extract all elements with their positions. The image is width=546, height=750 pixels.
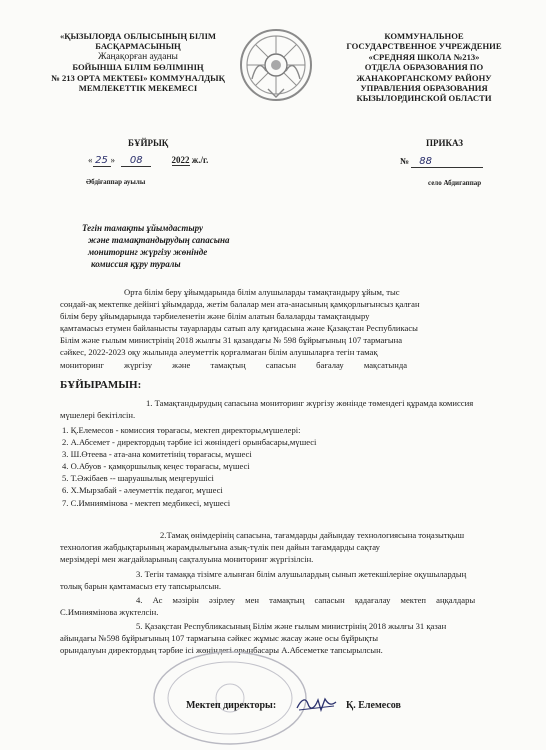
list-item: 2. А.Абсемет - директордың тәрбие ісі жөніндегі орынбасары,мүшесі: [62, 437, 317, 448]
item-4: [60, 594, 546, 618]
preamble-line: сәйкес, 2022-2023 оқу жылында әлеуметтік қорғалмаған білім алушыларға тегін тамақ: [60, 347, 378, 358]
header-right-line: ОТДЕЛА ОБРАЗОВАНИЯ ПО: [364, 62, 484, 73]
item-line: 1. Тамақтандырудың сапасына мониторинг жүргізу жөнінде төмендегі құрамда комиссия: [146, 398, 474, 408]
header-right-line: КОММУНАЛЬНОЕ: [384, 31, 464, 41]
subject-line: Тегін тамақты ұйымдастыру: [82, 223, 203, 233]
header-left-line: № 213 ОРТА МЕКТЕБІ» КОММУНАЛДЫҚ: [51, 72, 225, 83]
header-left-line: МЕМЛЕКЕТТІК МЕКЕМЕСІ: [78, 83, 198, 94]
list-item: 6. Х.Мырзабай - әлеуметтік педагог, мүшесі: [62, 485, 223, 496]
item-line: 2.Тамақ өнімдерінің сапасына, тағамдарды дайындау технологиясына тоңазытқыш: [160, 530, 465, 540]
header-right-line: ГОСУДАРСТВЕННОЕ УЧРЕЖДЕНИЕ: [346, 41, 502, 52]
subject-line: және тамақтандырудың сапасына: [88, 235, 230, 245]
item-line: С.Имниямінова жүктелсін.: [60, 607, 159, 618]
header-right-line: «СРЕДНЯЯ ШКОЛА №213»: [368, 51, 480, 62]
order-year-suffix: ж./г.: [191, 155, 209, 165]
order-title-ru: ПРИКАЗ: [426, 138, 464, 148]
preamble-line: қамтамасыз етумен байланысты тауарларды сатып алу қағидасына және Қазақстан Республикасы: [60, 323, 418, 334]
order-title-kz: БҰЙРЫҚ: [128, 138, 169, 148]
header-left-line: «ҚЫЗЫЛОРДА ОБЛЫСЫНЫҢ БІЛІМ: [59, 31, 217, 41]
item-line: 3. Тегін тамаққа тізімге алынған білім алушылардың сынып жетекшілеріне оқушылардың: [136, 569, 467, 579]
header-right: [322, 31, 526, 104]
header-left: [38, 31, 238, 93]
place-ru: село Абдигаппар: [428, 179, 482, 187]
header-right-line: УПРАВЛЕНИЯ ОБРАЗОВАНИЯ: [360, 83, 488, 94]
preamble-line: сондай-ақ мектепке дейінгі ұйымдарда, жетім балалар мен ата-анасының қамқорлығынсыз қалған: [60, 299, 420, 310]
item-line: 5. Қазақстан Республикасының Білім және ғылым министрінің 2018 жылғы 31 қазан: [136, 621, 447, 631]
item-line: айындағы №598 бұйрығының 107 тармағына сәйкес жұмыс жасау және осы бұйрықты: [60, 633, 379, 644]
signature-title: Мектеп директоры:: [186, 700, 277, 711]
item-line: 4. Ас мәзірін әзірлеу мен тамақтың сапасын қадағалау мектеп аңқалдары: [136, 595, 476, 605]
order-number-value: 88: [411, 156, 483, 168]
item-line: орындалуын директордың тәрбие ісі жөніндегі орынбасары А.Абсеметке тапсырылсын.: [60, 645, 383, 656]
header-left-line: Жаңақорған ауданы: [98, 51, 178, 62]
preamble: [60, 286, 546, 371]
order-subject: [82, 222, 230, 270]
list-item: 3. Ш.Өтеева - ата-ана комитетінің төрағасы, мүшесі: [62, 449, 252, 460]
decree-heading: БҰЙЫРАМЫН:: [60, 379, 142, 391]
handwritten-signature-icon: [294, 692, 338, 716]
order-day: 25: [93, 155, 111, 167]
list-item: 4. О.Абуов - қамқоршылық кеңес төрағасы, мүшесі: [62, 461, 250, 472]
preamble-line: білім беру ұйымдарында тәрбиеленетін және білім алатын балаларды тамақтандыру: [60, 311, 370, 322]
order-number: [400, 156, 483, 168]
place-kz: Әбдіғаппар ауылы: [86, 178, 146, 186]
preamble-line: Орта білім беру ұйымдарында білім алушыларды тамақтандыру ұйым, тыс: [124, 287, 400, 297]
order-year: 2022: [171, 155, 190, 165]
header-right-line: ЖАНАКОРГАНСКОМУ РАЙОНУ: [356, 72, 492, 83]
item-line: мүшелері бекітілсін.: [60, 410, 136, 421]
subject-line: комиссия құру туралы: [91, 259, 181, 269]
item-1: [60, 397, 546, 421]
order-number-sign: №: [400, 156, 410, 166]
subject-line: мониторинг жүргізу жөнінде: [88, 247, 208, 257]
header-left-line: БАСҚАРМАСЫНЫҢ: [95, 41, 181, 52]
item-line: мерзімдері мен жағдайларының сақталуына мониторинг жүргізілсін.: [60, 554, 314, 565]
school-stamp-icon: [150, 648, 310, 748]
signature-name: Қ. Елемесов: [346, 700, 401, 711]
item-line: технология жабдықтарының жарамдылығына азық-түлік пен дайын тағамдарды сақтау: [60, 542, 380, 553]
item-line: толық барын қамтамасыз ету тапсырылсын.: [60, 581, 221, 592]
state-emblem-icon: [238, 27, 314, 103]
header-right-line: КЫЗЫЛОРДИНСКОЙ ОБЛАСТИ: [356, 93, 492, 104]
order-month: 08: [121, 155, 151, 167]
list-item: 1. Қ.Елемесов - комиссия төрағасы, мектеп директоры,мүшелері:: [62, 425, 301, 435]
list-item: 5. Т.Әжібаев -- шаруашылық меңгерушісі: [62, 473, 214, 484]
header-left-line: БОЙЫНША БІЛІМ БӨЛІМІНІҢ: [72, 62, 204, 73]
preamble-line: Білім және ғылым министрінің 2018 жылғы 31 қазандағы № 598 бұйрығының 107 тармағына: [60, 335, 403, 346]
commission-members: [62, 424, 316, 509]
item-3: [60, 568, 546, 592]
list-item: 7. С.Имниямінова - мектеп медбикесі, мүшесі: [62, 497, 231, 508]
preamble-line: мониторинг жүргізу және тамақтың сапасын бағалау мақсатында: [60, 359, 408, 370]
order-date: « 25 » 08 2022 ж./г.: [88, 155, 209, 166]
item-2: [60, 529, 546, 565]
